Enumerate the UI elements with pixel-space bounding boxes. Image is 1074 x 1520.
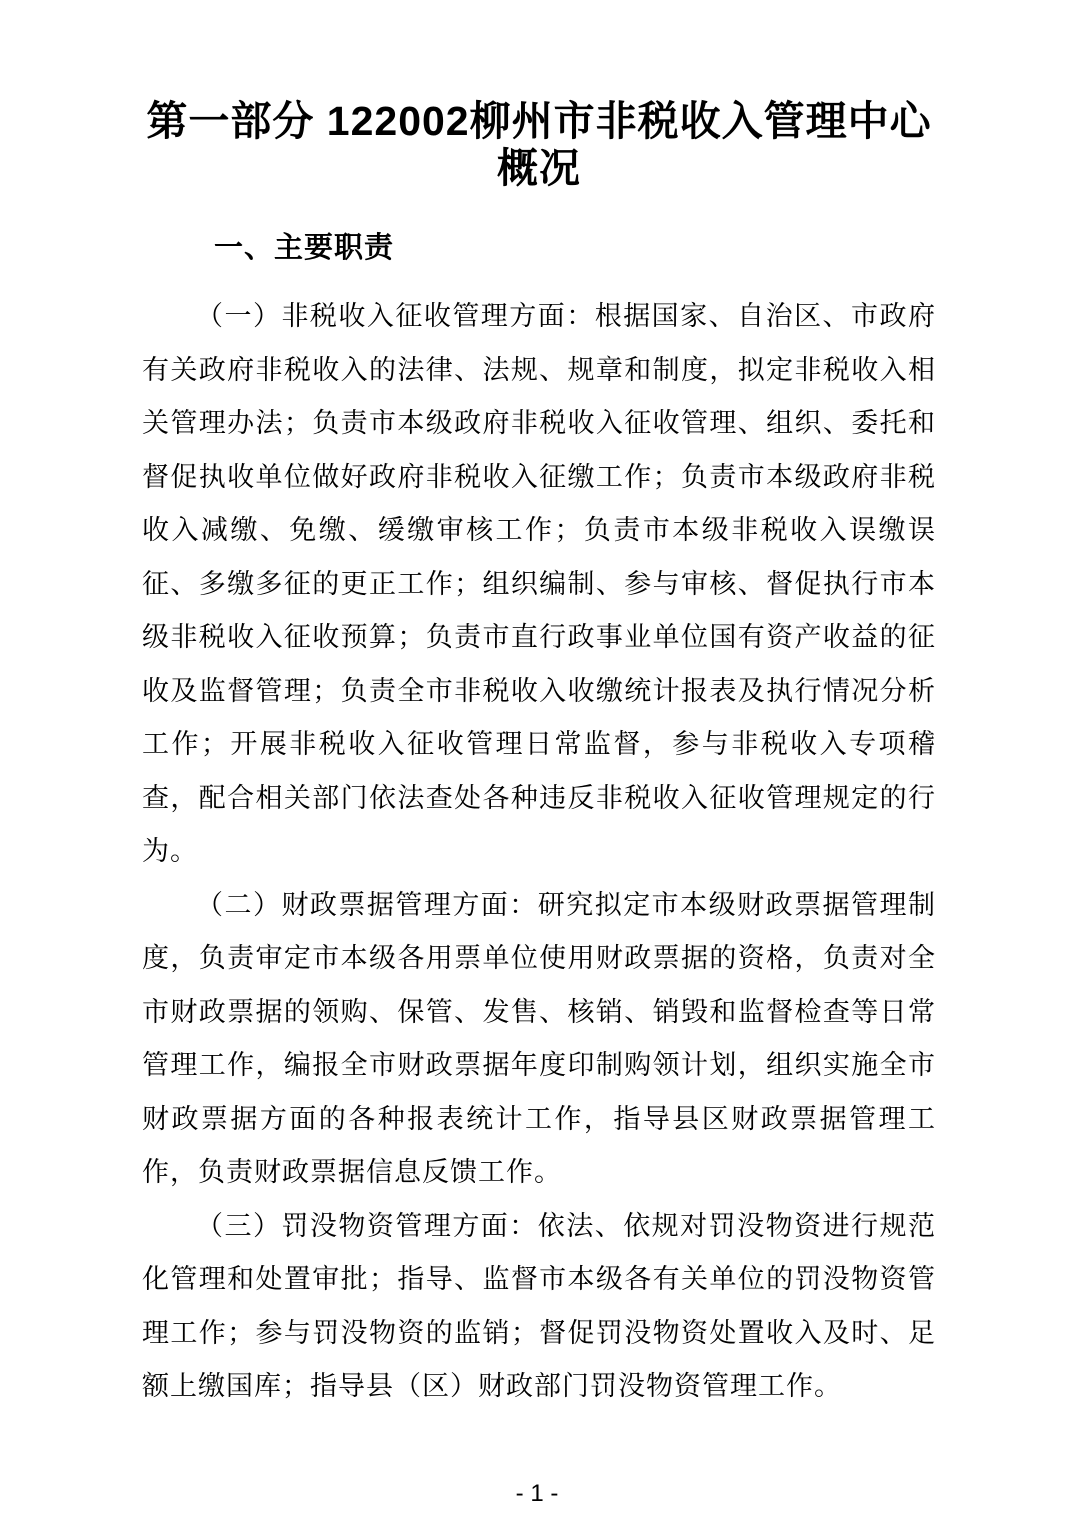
document-title-line1: 第一部分 122002柳州市非税收入管理中心 bbox=[146, 98, 932, 144]
document-title bbox=[142, 0, 936, 192]
paragraph-fiscal-bills: （二）财政票据管理方面：研究拟定市本级财政票据管理制度，负责审定市本级各用票单位使用财政票据的资格，负责对全市财政票据的领购、保管、发售、核销、销毁和监督检查等日常管理工作，编报全市财政票据年度印制购领计划，组织实施全市财政票据方面的各种报表统计工作，指导县区财政票据管理工作，负责财政票据信息反馈工作。 bbox=[142, 889, 936, 1187]
section-heading-main-duties: 一、主要职责 bbox=[214, 232, 395, 264]
paragraph-confiscated-goods: （三）罚没物资管理方面：依法、依规对罚没物资进行规范化管理和处置审批；指导、监督市本级各有关单位的罚没物资管理工作；参与罚没物资的监销；督促罚没物资处置收入及时、足额上缴国库；指导县（区）财政部门罚没物资管理工作。 bbox=[142, 1210, 936, 1401]
paragraph-nontax-collection: （一）非税收入征收管理方面：根据国家、自治区、市政府有关政府非税收入的法律、法规、规章和制度，拟定非税收入相关管理办法；负责市本级政府非税收入征收管理、组织、委托和督促执收单位做好政府非税收入征缴工作；负责市本级政府非税收入减缴、免缴、缓缴审核工作；负责市本级非税收入误缴误征、多缴多征的更正工作；组织编制、参与审核、督促执行市本级非税收入征收预算；负责市直行政事业单位国有资产收益的征收及监督管理；负责全市非税收入收缴统计报表及执行情况分析工作；开展非税收入征收管理日常监督，参与非税收入专项稽查，配合相关部门依法查处各种违反非税收入征收管理规定的行为。 bbox=[142, 301, 936, 866]
document-title-line2: 概况 bbox=[497, 145, 581, 191]
body-text bbox=[142, 290, 936, 1414]
page-number: - 1 - bbox=[515, 1480, 559, 1507]
